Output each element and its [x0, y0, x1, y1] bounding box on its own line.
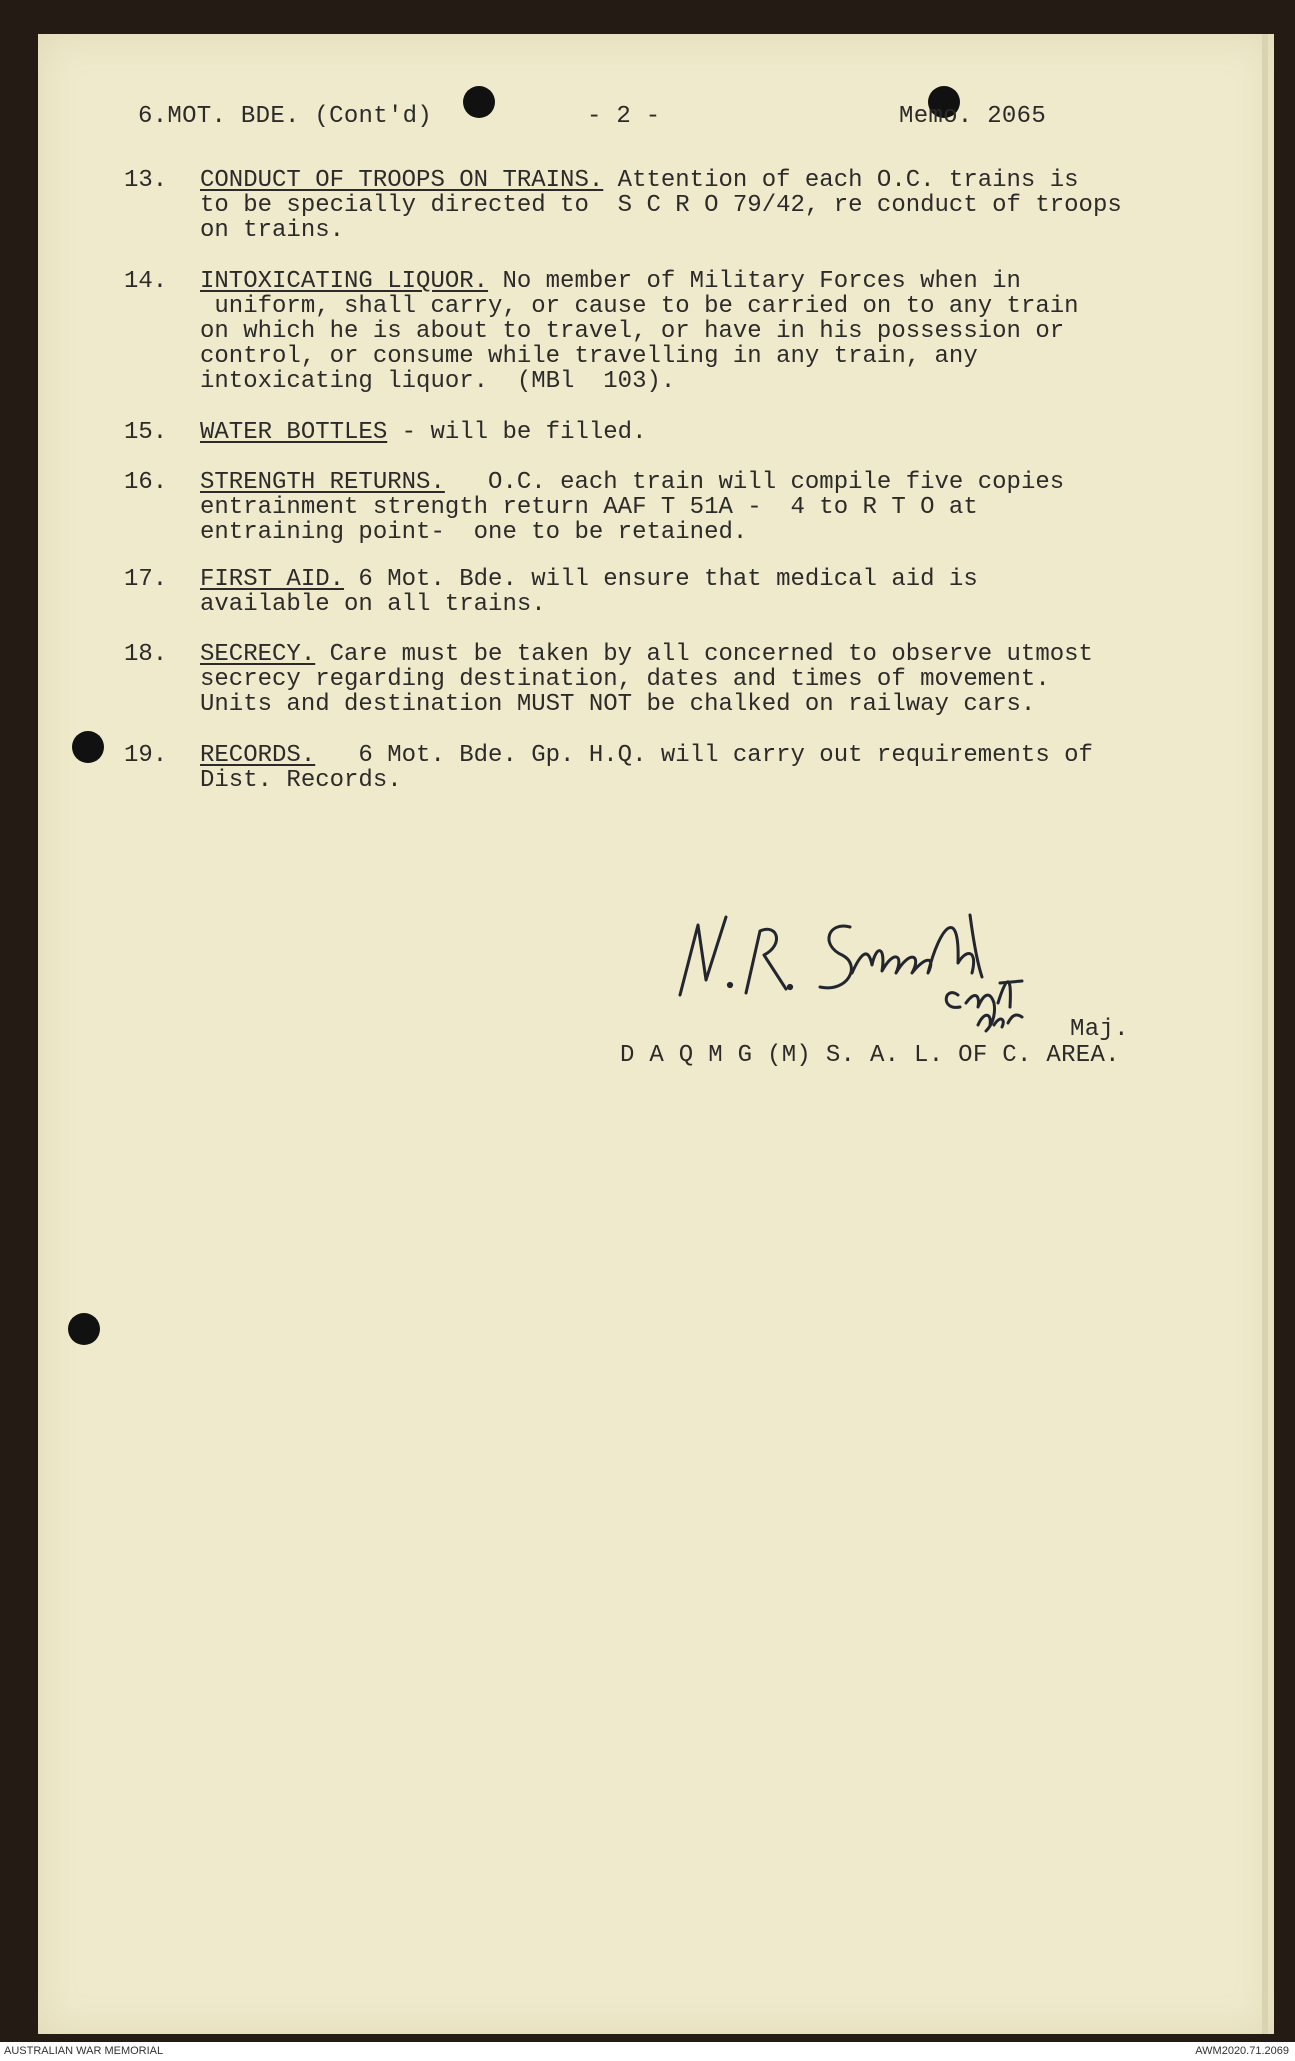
- handwritten-signature: [660, 885, 1100, 1035]
- item-text: [200, 420, 1180, 445]
- header-memo-number: Memo. 2065: [899, 103, 1047, 130]
- item-heading: STRENGTH RETURNS.: [200, 469, 445, 496]
- page-edge: [1262, 34, 1268, 2034]
- item-body: 6 Mot. Bde. Gp. H.Q. will carry out requirements of Dist. Records.: [200, 742, 1093, 794]
- archive-reference: AWM2020.71.2069: [1195, 2045, 1289, 2057]
- item-body: 6 Mot. Bde. will ensure that medical aid is available on all trains.: [200, 566, 978, 618]
- item-heading: SECRECY.: [200, 641, 316, 668]
- item-body: O.C. each train will compile five copies entrainment strength return AAF T 51A - 4 to R T O at entraining point- one to be retained.: [200, 469, 1065, 546]
- item-text: [200, 168, 1180, 243]
- item-number: 19.: [124, 742, 168, 769]
- item-body: Attention of each O.C. trains is to be specially directed to S C R O 79/42, re conduct of troops on trains.: [200, 167, 1122, 244]
- item-body: No member of Military Forces when in uniform, shall carry, or cause to be carried on to any train on which he is about to travel, or have in his possession or control, or consume while travelling in any train, any intoxicating liquor. (MBl 103).: [200, 268, 1079, 395]
- item-text: [200, 743, 1180, 793]
- item-text: [200, 269, 1180, 394]
- item-number: 17.: [124, 566, 168, 593]
- item-text: [200, 642, 1180, 717]
- punch-hole-left-2: [68, 1313, 100, 1345]
- item-number: 18.: [124, 641, 168, 668]
- punch-hole-top-1: [463, 86, 495, 118]
- item-heading: FIRST AID.: [200, 566, 345, 593]
- archive-institution: AUSTRALIAN WAR MEMORIAL: [4, 2045, 164, 2057]
- header-left: 6.MOT. BDE. (Cont'd): [138, 103, 433, 130]
- item-heading: INTOXICATING LIQUOR.: [200, 268, 489, 295]
- item-number: 16.: [124, 469, 168, 496]
- item-number: 13.: [124, 167, 168, 194]
- item-text: [200, 470, 1180, 545]
- item-body: Care must be taken by all concerned to observe utmost secrecy regarding destination, dates and times of movement. Units and destination MUST NOT be chalked on railway cars.: [200, 641, 1093, 718]
- item-heading: CONDUCT OF TROOPS ON TRAINS.: [200, 167, 604, 194]
- signatory-title: D A Q M G (M) S. A. L. OF C. AREA.: [620, 1042, 1120, 1069]
- header-page-number: - 2 -: [587, 103, 661, 130]
- item-heading: WATER BOTTLES: [200, 419, 388, 446]
- item-number: 14.: [124, 268, 168, 295]
- signatory-rank: Maj.: [1070, 1016, 1129, 1043]
- item-text: [200, 567, 1180, 617]
- punch-hole-left-1: [72, 731, 104, 763]
- archive-footer: [0, 2042, 1295, 2061]
- item-number: 15.: [124, 419, 168, 446]
- item-heading: RECORDS.: [200, 742, 316, 769]
- item-body: - will be filled.: [387, 419, 647, 446]
